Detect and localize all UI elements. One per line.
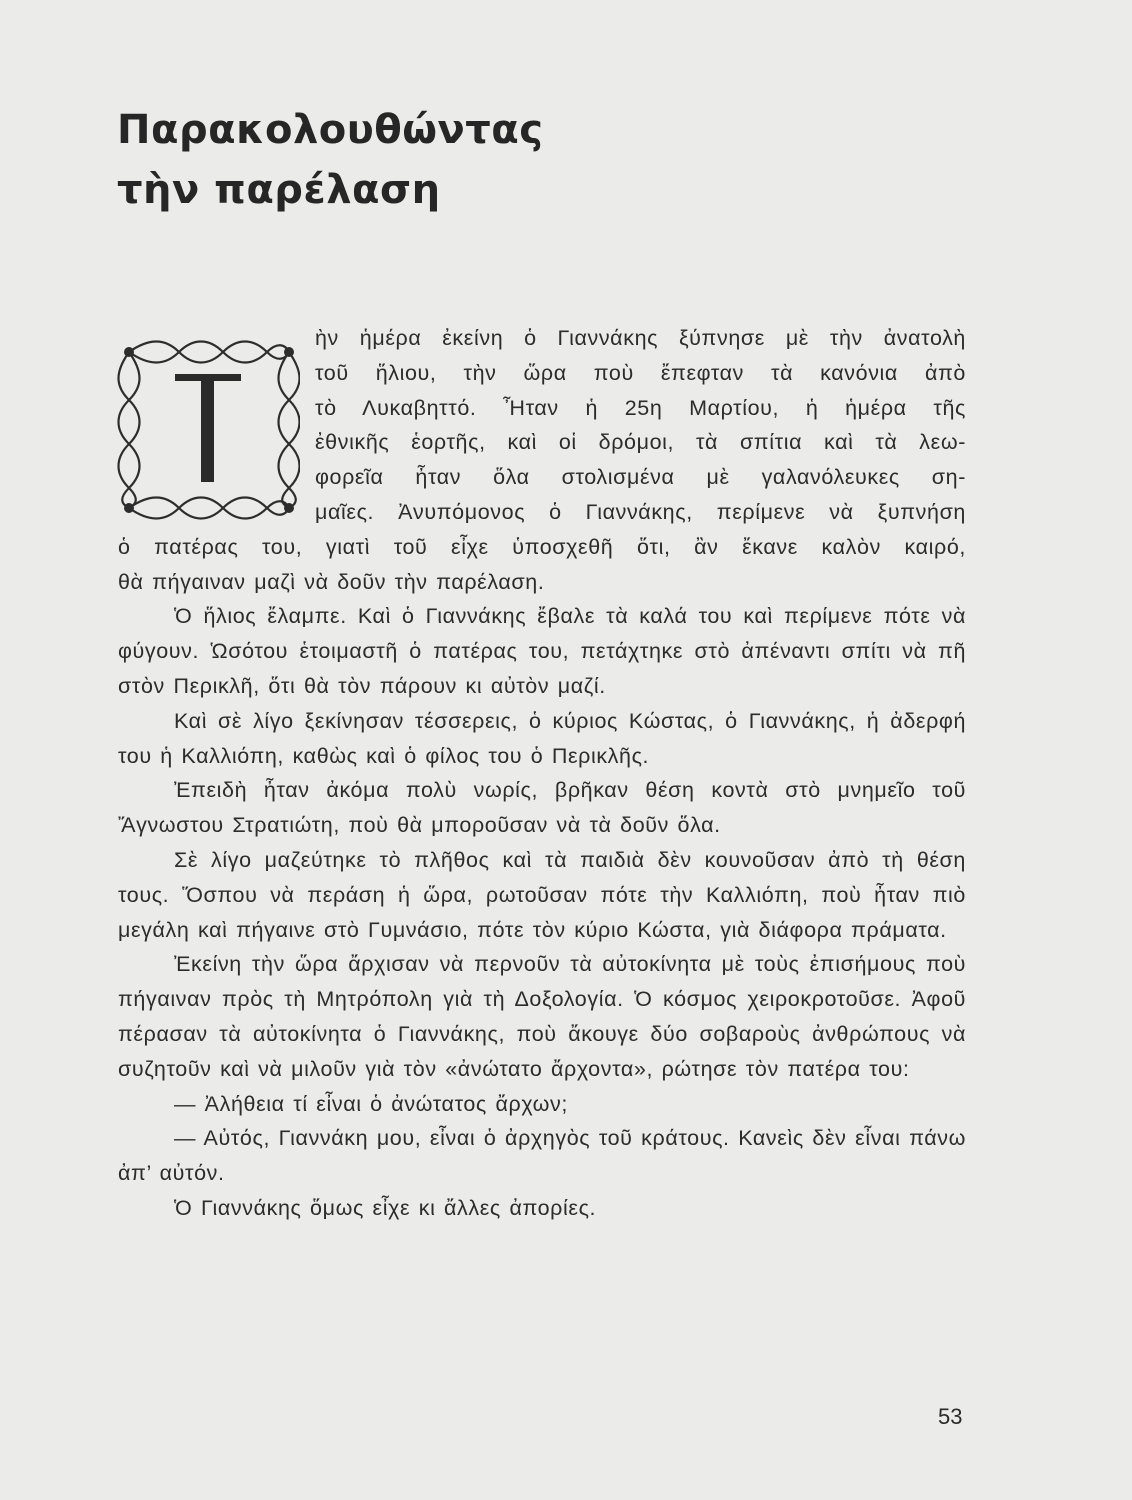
paragraph-1-line: τὸ Λυκαβηττό. Ἦταν ἡ 25η Μαρτίου, ἡ ἡμέρα τῆς bbox=[315, 395, 966, 420]
body-text bbox=[118, 321, 966, 1226]
paragraph-1-line: θὰ πήγαιναν μαζὶ νὰ δοῦν τὴν παρέλαση. bbox=[118, 569, 545, 594]
dialogue-line-1: — Ἀλήθεια τί εἶναι ὁ ἀνώτατος ἄρχων; bbox=[174, 1091, 568, 1116]
chapter-title-line-2: τὴν παρέλαση bbox=[117, 167, 441, 213]
dialogue-line-2: — Αὐτός, Γιαννάκη μου, εἶναι ὁ ἀρχηγὸς τοῦ κράτους. Κανεὶς δὲν εἶναι πάνω ἀπ’ αὐτόν. bbox=[118, 1126, 966, 1186]
paragraph-1-line: φορεῖα ἦταν ὅλα στολισμένα μὲ γαλανόλευκες ση- bbox=[315, 465, 966, 490]
chapter-title bbox=[117, 100, 817, 220]
paragraph-5: Σὲ λίγο μαζεύτηκε τὸ πλῆθος καὶ τὰ παιδιὰ δὲν κουνοῦσαν ἀπὸ τὴ θέση τους. Ὅσπου νὰ περάση ἡ ὥρα, ρωτοῦσαν πότε τὴν Καλλιόπη, ποὺ ἦταν πιὸ μεγάλη καὶ πήγαινε στὸ Γυμνάσιο, πότε τὸν κύριο Κώστα, γιὰ διάφορα πράματα. bbox=[118, 847, 966, 942]
paragraph-3: Καὶ σὲ λίγο ξεκίνησαν τέσσερεις, ὁ κύριος Κώστας, ὁ Γιαννάκης, ἡ ἀδερφή του ἡ Καλλιόπη, καθὼς καὶ ὁ φίλος του ὁ Περικλῆς. bbox=[118, 708, 966, 768]
paragraph-1-line: μαῖες. Ἀνυπόμονος ὁ Γιαννάκης, περίμενε νὰ ξυπνήση bbox=[315, 499, 966, 524]
paragraph-1-line: ὴν ἡμέρα ἐκείνη ὁ Γιαννάκης ξύπνησε μὲ τὴν ἀνατολὴ bbox=[315, 326, 966, 350]
paragraph-last: Ὁ Γιαννάκης ὅμως εἶχε κι ἄλλες ἀπορίες. bbox=[174, 1195, 597, 1220]
paragraph-1 bbox=[118, 321, 966, 599]
paragraph-1-line: ἐθνικῆς ἑορτῆς, καὶ οἱ δρόμοι, τὰ σπίτια καὶ τὰ λεω- bbox=[315, 430, 966, 455]
paragraph-2: Ὁ ἥλιος ἔλαμπε. Καὶ ὁ Γιαννάκης ἔβαλε τὰ καλά του καὶ περίμενε πότε νὰ φύγουν. Ὡσότου ἑτοιμαστῆ ὁ πατέρας του, πετάχτηκε στὸ ἀπέναντι σπίτι νὰ πῆ στὸν Περικλῆ, ὅτι θὰ τὸν πάρουν κι αὐτὸν μαζί. bbox=[118, 604, 966, 698]
chapter-title-line-1: Παρακολουθώντας bbox=[117, 107, 544, 153]
paragraph-6: Ἐκείνη τὴν ὥρα ἄρχισαν νὰ περνοῦν τὰ αὐτοκίνητα μὲ τοὺς ἐπισήμους ποὺ πήγαιναν πρὸς τὴ Μητρόπολη γιὰ τὴ Δοξολογία. Ὁ κόσμος χειροκροτοῦσε. Ἀφοῦ πέρασαν τὰ αὐτοκίνητα ὁ Γιαννάκης, ποὺ ἄκουγε δύο σοβαροὺς ἀνθρώπους νὰ συζητοῦν καὶ νὰ μιλοῦν γιὰ τὸν «ἀνώτατο ἄρχοντα», ρώτησε τὸν πατέρα του: bbox=[118, 952, 966, 1081]
page-number: 53 bbox=[938, 1404, 963, 1429]
paragraph-1-line: ὁ πατέρας του, γιατὶ τοῦ εἶχε ὑποσχεθῆ ὅτι, ἂν ἔκανε καλὸν καιρό, bbox=[118, 534, 966, 559]
paragraph-1-line: τοῦ ἥλιου, τὴν ὥρα ποὺ ἔπεφταν τὰ κανόνια ἀπὸ bbox=[315, 360, 966, 385]
paragraph-4: Ἐπειδὴ ἦταν ἀκόμα πολὺ νωρίς, βρῆκαν θέση κοντὰ στὸ μνημεῖο τοῦ Ἄγνωστου Στρατιώτη, ποὺ θὰ μποροῦσαν νὰ τὰ δοῦν ὅλα. bbox=[118, 778, 966, 838]
